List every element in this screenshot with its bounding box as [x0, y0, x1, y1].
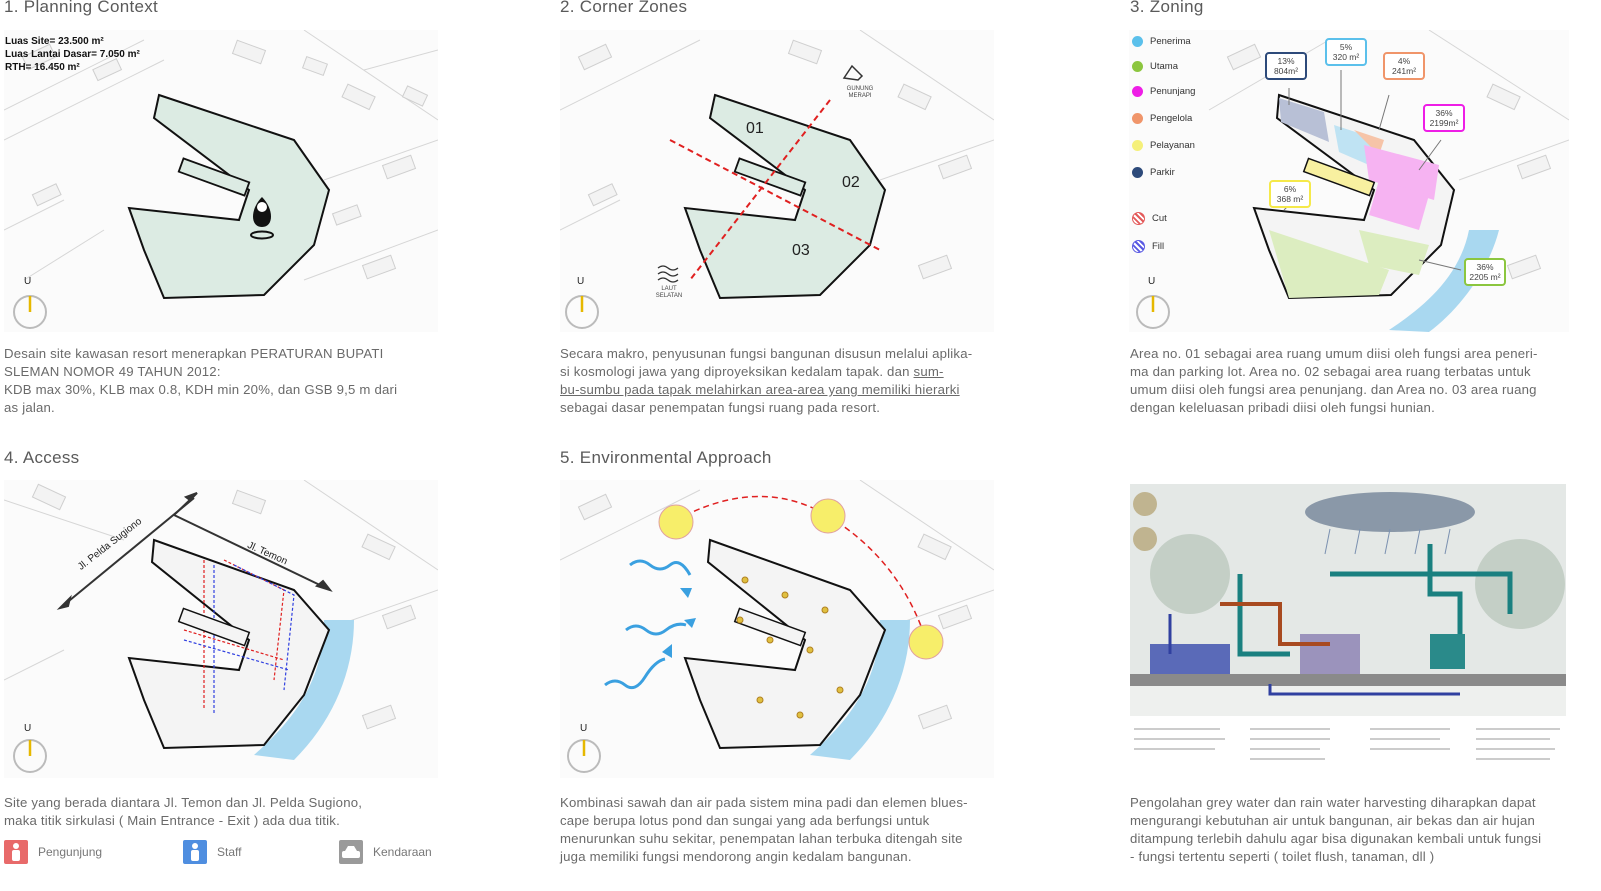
legend-dot-icon	[1132, 61, 1143, 72]
legend-dot-icon	[1132, 86, 1143, 97]
legend-pengelola: Pengelola	[1132, 113, 1192, 124]
legend-penerima: Penerima	[1132, 36, 1191, 47]
callout-pengelola: 4% 241m²	[1383, 52, 1425, 80]
legend-staff: Staff	[183, 840, 241, 864]
panel1-site-plan	[4, 30, 438, 332]
legend-dot-icon	[1132, 140, 1143, 151]
panel3-description: Area no. 01 sebagai area ruang umum diisi oleh fungsi area peneri- ma dan parking lot. Area no. 02 sebagai area ruang terbatas untuk umum diisi oleh fungsi area penunjang. dan Area no. 03 area ruang dengan keleluasan pribadi diisi oleh fungsi hunian.	[1130, 346, 1538, 415]
road-label-pelda-sugiono: Jl. Pelda Sugiono	[76, 516, 145, 573]
panel1-title: 1. Planning Context	[4, 0, 159, 16]
legend-hatch-icon	[1132, 240, 1145, 253]
callout-parkir: 13% 804m²	[1265, 52, 1307, 80]
legend-dot-icon	[1132, 113, 1143, 124]
north-label: U	[580, 723, 588, 734]
legend-pengunjung: Pengunjung	[4, 840, 102, 864]
panel2-title: 2. Corner Zones	[560, 0, 688, 16]
zone-label-01: 01	[746, 120, 764, 137]
north-label: U	[1148, 276, 1156, 287]
north-label: U	[577, 276, 585, 287]
legend-hatch-icon	[1132, 212, 1145, 225]
callout-penerima: 5% 320 m²	[1325, 38, 1367, 66]
panel2-corner-zones-diagram	[560, 30, 994, 332]
visitor-icon	[4, 840, 28, 864]
panel4-access-diagram	[4, 480, 438, 778]
panel6-water-system-diagram	[1130, 484, 1566, 774]
panel2-description: Secara makro, penyusunan fungsi bangunan disusun melalui aplika- si kosmologi jawa yang diproyeksikan kedalam tapak. dan sum- bu-sumbu pada tapak melahirkan area-area yang memiliki hierarki sebagai dasar penempatan fungsi ruang pada resort.	[560, 346, 973, 415]
zone-label-02: 02	[842, 174, 860, 191]
callout-penunjang: 36% 2199m²	[1423, 104, 1465, 132]
rth-stat: RTH= 16.450 m²	[5, 62, 80, 73]
north-label: U	[24, 723, 32, 734]
north-label: U	[24, 276, 32, 287]
legend-utama: Utama	[1132, 61, 1178, 72]
legend-fill: Fill	[1132, 240, 1164, 253]
site-area-stat: Luas Site= 23.500 m²	[5, 36, 104, 47]
car-icon	[339, 840, 363, 864]
legend-cut: Cut	[1132, 212, 1167, 225]
gunung-merapi-label: GUNUNG MERAPI	[846, 86, 874, 99]
legend-penunjang: Penunjang	[1132, 86, 1195, 97]
legend-dot-icon	[1132, 167, 1143, 178]
zone-label-03: 03	[792, 242, 810, 259]
panel4-title: 4. Access	[4, 448, 80, 467]
panel5-environment-diagram	[560, 480, 994, 778]
laut-selatan-label: LAUT SELATAN	[655, 286, 683, 299]
panel4-description: Site yang berada diantara Jl. Temon dan Jl. Pelda Sugiono, maka titik sirkulasi ( Main Entrance - Exit ) ada dua titik.	[4, 795, 363, 828]
panel5-title: 5. Environmental Approach	[560, 448, 772, 467]
panel3-zoning-diagram	[1129, 30, 1569, 332]
callout-pelayanan: 6% 368 m²	[1269, 180, 1311, 208]
panel1-description: Desain site kawasan resort menerapkan PERATURAN BUPATI SLEMAN NOMOR 49 TAHUN 2012: KDB max 30%, KLB max 0.8, KDH min 20%, dan GSB 9,5 m dari as jalan.	[4, 346, 398, 415]
staff-icon	[183, 840, 207, 864]
legend-dot-icon	[1132, 36, 1143, 47]
callout-utama: 36% 2205 m²	[1464, 258, 1506, 286]
road-label-temon: Jl. Temon	[245, 540, 289, 568]
panel6-description: Pengolahan grey water dan rain water harvesting diharapkan dapat mengurangi kebutuhan air untuk bangunan, air bekas dan air hujan ditampung terlebih dahulu agar bisa digunakan kembali untuk fungsi - fungsi tertentu seperti ( toilet flush, tanaman, dll )	[1130, 795, 1542, 864]
legend-kendaraan: Kendaraan	[339, 840, 432, 864]
panel5-description: Kombinasi sawah dan air pada sistem mina padi dan elemen blues- cape berupa lotus pond dan sungai yang ada berfungsi untuk menurunkan suhu sekitar, penempatan lahan terbuka ditengah site juga memiliki fungsi mendorong angin kedalam bangunan.	[560, 795, 968, 864]
legend-parkir: Parkir	[1132, 167, 1175, 178]
legend-pelayanan: Pelayanan	[1132, 140, 1195, 151]
panel3-title: 3. Zoning	[1130, 0, 1204, 16]
floor-area-stat: Luas Lantai Dasar= 7.050 m²	[5, 49, 140, 60]
